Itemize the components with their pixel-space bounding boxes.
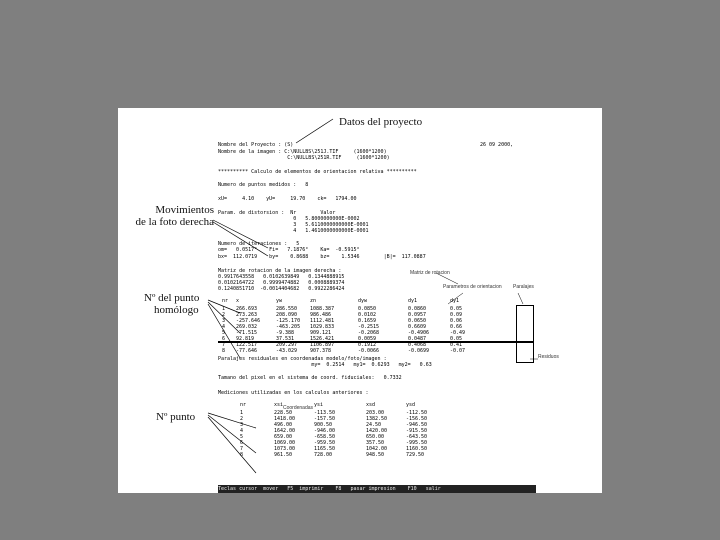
- measurements-cell: 900.50: [314, 422, 333, 428]
- residuals-cell: 0.66: [450, 324, 463, 330]
- measurements-cell: 5: [240, 434, 244, 440]
- residuals-cell: 0.0957: [408, 312, 427, 318]
- distortion-1: 0 5.8000000000E-0002: [218, 216, 360, 222]
- measurements-cell: 1165.50: [314, 446, 336, 452]
- residuals-cell: 907.378: [310, 348, 332, 354]
- residuals-cell: 4: [222, 324, 226, 330]
- measurements-cell: 357.50: [366, 440, 385, 446]
- residuals-cell: 0.4068: [408, 342, 427, 348]
- measurements-cell: 1420.00: [366, 428, 388, 434]
- calc-title: ********** Calculo de elementos de orientacion relativa **********: [218, 169, 417, 175]
- residuals-header-cell: dy1: [408, 298, 418, 304]
- residuals-cell: 0.0102: [358, 312, 377, 318]
- residuals-cell: -0.4906: [408, 330, 430, 336]
- residuals-cell: 0.09: [450, 312, 463, 318]
- residuals-cell: 273.263: [236, 312, 258, 318]
- residuals-cell: 1106.897: [310, 342, 335, 348]
- status-bar: Teclas cursor mover F5 imprimir F8 pasar impresion F10 salir: [218, 485, 536, 493]
- measurements-cell: -658.50: [314, 434, 336, 440]
- annotation-homologous-line2: homólogo: [154, 304, 199, 316]
- measurements-cell: 4: [240, 428, 244, 434]
- annotation-movements-line2: de la foto derecha: [135, 216, 214, 228]
- residuals-cell: 1526.421: [310, 336, 335, 342]
- measurements-cell: 24.50: [366, 422, 382, 428]
- measurements-cell: 228.50: [274, 410, 293, 416]
- annotation-project-data: Datos del proyecto: [339, 116, 423, 128]
- residuals-cell: 0.06: [450, 318, 463, 324]
- small-annotation-rotation: Matriz de rotacion: [410, 270, 450, 276]
- residuals-cell: 0.05: [450, 336, 463, 342]
- residuals-cell: 0.0650: [408, 318, 427, 324]
- measurements-cell: 7: [240, 446, 244, 452]
- rotation-row-3: 0.1240851710 -0.0014404682 0.9922286424: [218, 286, 345, 292]
- measurements-cell: 2: [240, 416, 244, 422]
- residuals-cell: 1112.481: [310, 318, 335, 324]
- residuals-cell: 0.0059: [358, 336, 377, 342]
- bx-line: bx= 112.0719 by= 0.8688 bz= 1.5346 |B|= 117.0887: [218, 254, 426, 260]
- measurements-cell: 650.00: [366, 434, 385, 440]
- residuals-cell: 6: [222, 336, 226, 342]
- residuals-header-cell: dyw: [358, 298, 368, 304]
- distortion-title: Param. de distorsion : Nr Valor: [218, 210, 336, 216]
- printout: [218, 138, 536, 493]
- measurements-header-cell: nr: [240, 402, 247, 408]
- measurements-cell: 1069.00: [274, 440, 296, 446]
- residuals-cell: 209.297: [276, 342, 298, 348]
- residuals-cell: 0.05: [450, 306, 463, 312]
- distortion-2: 3 5.6110000000000E-0001: [218, 222, 369, 228]
- measurements-cell: -946.50: [406, 422, 428, 428]
- residuals-header-cell: nr: [222, 298, 229, 304]
- measurements-cell: 728.00: [314, 452, 333, 458]
- residuals-cell: 37.531: [276, 336, 295, 342]
- measurements-cell: -959.50: [314, 440, 336, 446]
- document-sheet: [118, 108, 602, 493]
- measurements-cell: 1382.50: [366, 416, 388, 422]
- residuals-header-cell: x: [236, 298, 240, 304]
- om-line: om= 0.0517° Fi= 7.1876° Ka= -0.5915°: [218, 247, 360, 253]
- residuals-cell: -257.646: [236, 318, 261, 324]
- residuals-cell: 0.0850: [358, 306, 377, 312]
- measurements-cell: 1073.00: [274, 446, 296, 452]
- xy-line: xU= 4.10 yU= 19.70 ck= 1794.00: [218, 196, 357, 202]
- residuals-cell: 0.41: [450, 342, 463, 348]
- small-annotation-coordinates: Coordenadas: [283, 405, 314, 411]
- residuals-cell: 122.517: [236, 342, 258, 348]
- residuals-cell: -0.07: [450, 348, 466, 354]
- residuals-cell: 2: [222, 312, 226, 318]
- residuals-cell: 286.550: [276, 306, 298, 312]
- measurements-header-cell: ysd: [406, 402, 416, 408]
- residuals-cell: 0.0487: [408, 336, 427, 342]
- parallax-title: Paralajes residuales en coordenadas modelo/foto/imagen :: [218, 356, 387, 362]
- residuals-cell: -9.388: [276, 330, 295, 336]
- rotation-row-1: 0.9917643558 0.0102639849 0.1344888915: [218, 274, 345, 280]
- measurements-cell: 1: [240, 410, 244, 416]
- measurements-cell: 1042.00: [366, 446, 388, 452]
- measurements-cell: 948.50: [366, 452, 385, 458]
- residuals-cell: 1029.833: [310, 324, 335, 330]
- annotation-homologous-line1: Nº del punto: [144, 292, 200, 304]
- date: 26 09 2000,: [480, 142, 514, 148]
- measurements-cell: 3: [240, 422, 244, 428]
- measurements-cell: 496.00: [274, 422, 293, 428]
- measurements-cell: -643.50: [406, 434, 428, 440]
- measurements-cell: 961.50: [274, 452, 293, 458]
- residuals-cell: 266.693: [236, 306, 258, 312]
- measurements-cell: -946.00: [314, 428, 336, 434]
- residuals-cell: -0.2515: [358, 324, 380, 330]
- residuals-cell: -125.170: [276, 318, 301, 324]
- points-measured: Numero de puntos medidos : 8: [218, 182, 309, 188]
- measurements-cell: 6: [240, 440, 244, 446]
- residuals-cell: -71.515: [236, 330, 258, 336]
- measurements-cell: -915.50: [406, 428, 428, 434]
- image-line-2: C:\NULLBS\251R.TIF (1600*1200): [218, 155, 390, 161]
- residuals-header-cell: dy1: [450, 298, 460, 304]
- measurements-cell: 1160.50: [406, 446, 428, 452]
- measurements-cell: 8: [240, 452, 244, 458]
- residuals-header-cell: zn: [310, 298, 317, 304]
- residuals-cell: 3: [222, 318, 226, 324]
- rotation-row-2: 0.0102164722 0.9999474882 0.0008889374: [218, 280, 345, 286]
- measurements-header-cell: ysi: [314, 402, 324, 408]
- measurements-title: Mediciones utilizadas en los calculos anteriores :: [218, 390, 369, 396]
- small-annotation-orientation: Parametros de orientacion: [443, 284, 502, 290]
- iterations: Numero de iteraciones : 5: [218, 241, 300, 247]
- measurements-cell: -113.50: [314, 410, 336, 416]
- measurements-cell: 729.50: [406, 452, 425, 458]
- image-line-1: Nombre de la imagen : C:\NULLBS\251J.TIF (1600*1200): [218, 149, 387, 155]
- annotation-point-number: Nº punto: [156, 411, 196, 423]
- residuals-cell: 1088.387: [310, 306, 335, 312]
- residuals-cell: -0.49: [450, 330, 466, 336]
- measurements-cell: 1642.00: [274, 428, 296, 434]
- residual-highlight-box: [516, 305, 534, 363]
- residuals-cell: 0.6609: [408, 324, 427, 330]
- residuals-cell: 909.121: [310, 330, 332, 336]
- measurements-cell: 1418.00: [274, 416, 296, 422]
- residuals-cell: 0.1912: [358, 342, 377, 348]
- residuals-cell: -0.0699: [408, 348, 430, 354]
- residuals-cell: 986.486: [310, 312, 332, 318]
- separator-line: [218, 341, 534, 343]
- residuals-cell: 0.1659: [358, 318, 377, 324]
- residuals-cell: -463.205: [276, 324, 301, 330]
- pixel-size: Tamano del pixel en el sistema de coord. fiduciales: 0.7332: [218, 375, 402, 381]
- small-annotation-parallax: Paralajes: [513, 284, 534, 290]
- annotation-movements-line1: Movimientos: [155, 204, 214, 216]
- residuals-cell: -0.2068: [358, 330, 380, 336]
- residuals-cell: 8: [222, 348, 226, 354]
- residuals-cell: 269.032: [236, 324, 258, 330]
- measurements-header-cell: xsd: [366, 402, 376, 408]
- parallax-values: my= 0.2514 my1= 0.6293 my2= 0.63: [218, 362, 432, 368]
- project-line: Nombre del Proyecto : (S): [218, 142, 294, 148]
- distortion-3: 4 1.4610000000000E-0001: [218, 228, 369, 234]
- residuals-cell: -0.0066: [358, 348, 380, 354]
- residuals-cell: 92.819: [236, 336, 255, 342]
- measurements-cell: -156.50: [406, 416, 428, 422]
- measurements-cell: 203.00: [366, 410, 385, 416]
- residuals-cell: 1: [222, 306, 226, 312]
- small-annotation-residuals: Residuos: [538, 354, 559, 360]
- residuals-cell: -77.646: [236, 348, 258, 354]
- measurements-cell: 659.00: [274, 434, 293, 440]
- residuals-cell: 7: [222, 342, 226, 348]
- residuals-cell: 0.0860: [408, 306, 427, 312]
- measurements-header-cell: xsi: [274, 402, 284, 408]
- residuals-cell: 5: [222, 330, 226, 336]
- measurements-cell: -157.50: [314, 416, 336, 422]
- rotation-title: Matriz de rotacion de la imagen derecha :: [218, 268, 342, 274]
- residuals-cell: 208.090: [276, 312, 298, 318]
- measurements-cell: -112.50: [406, 410, 428, 416]
- measurements-cell: -995.50: [406, 440, 428, 446]
- residuals-header-cell: yw: [276, 298, 283, 304]
- residuals-cell: -43.029: [276, 348, 298, 354]
